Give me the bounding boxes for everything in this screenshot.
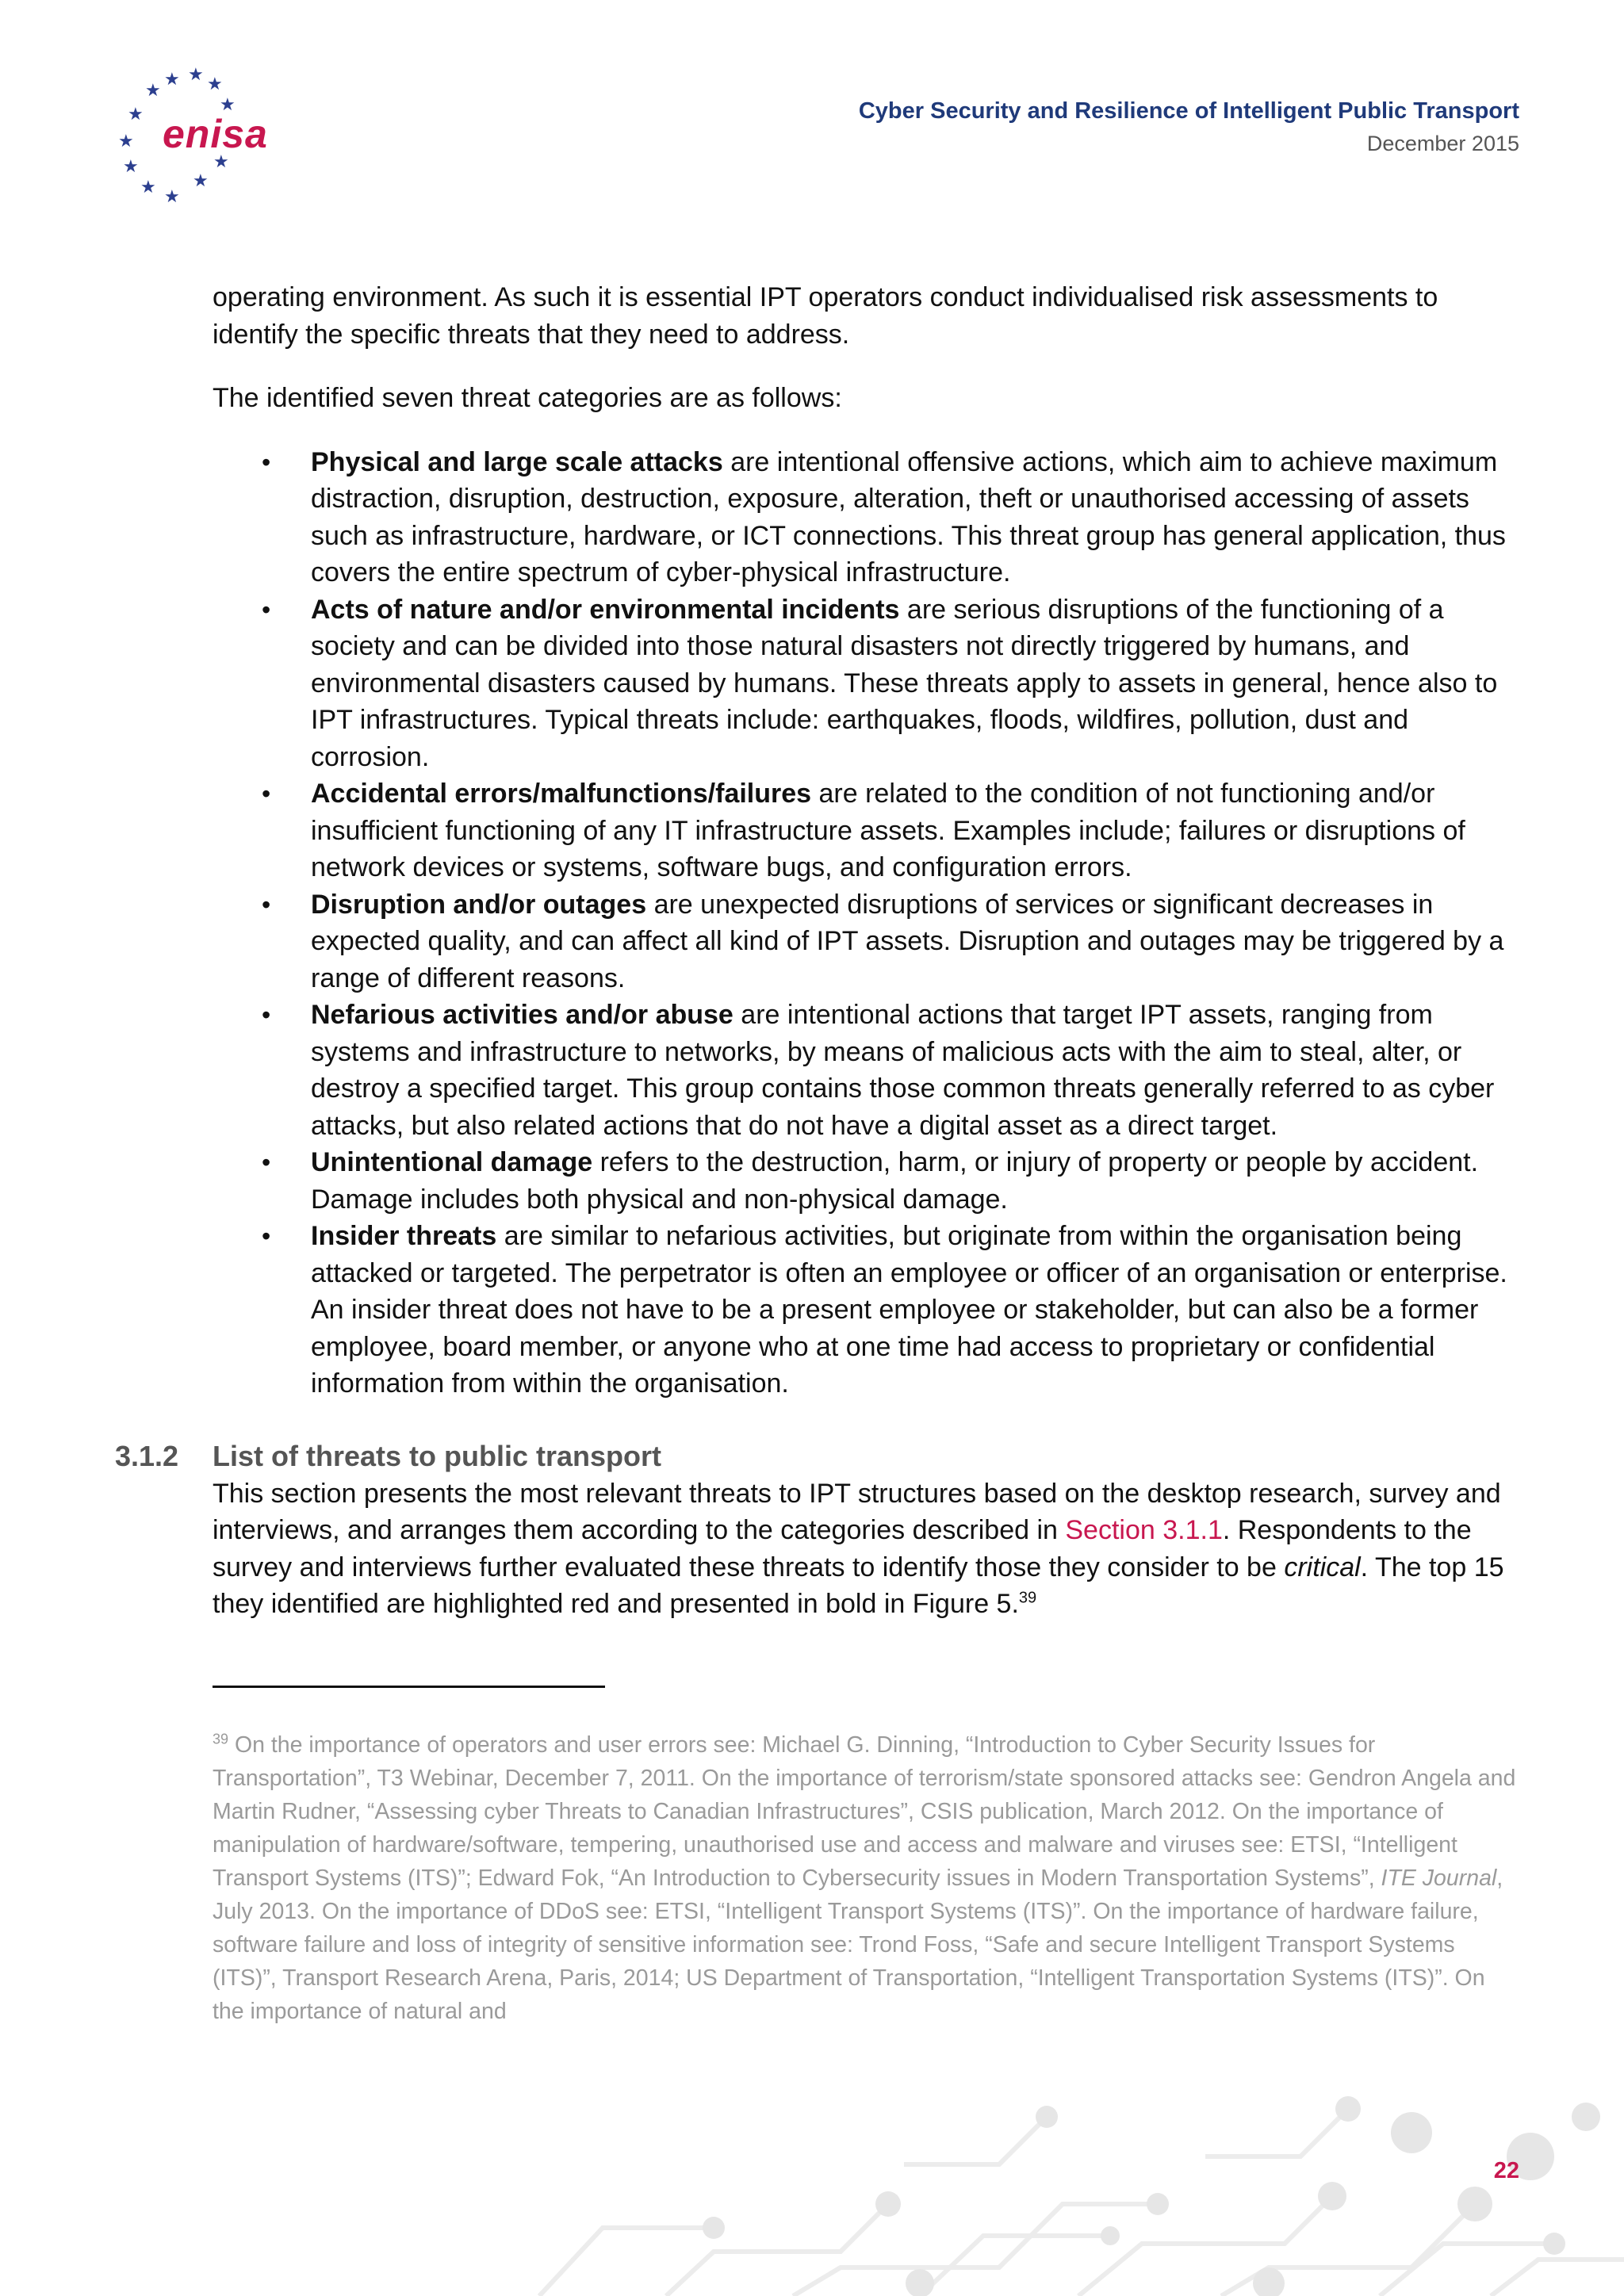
svg-text:★: ★ <box>213 152 229 172</box>
logo-wordmark: enisa <box>163 112 268 156</box>
list-item <box>213 886 1521 997</box>
journal-title: ITE Journal <box>1381 1866 1497 1891</box>
threat-description: refers to the destruction, harm, or injury of property or people by accident. Damage includes both physical and non-physical damage. <box>311 1147 1479 1215</box>
list-item <box>213 1144 1521 1218</box>
threat-description: are intentional offensive actions, which aim to achieve maximum distraction, disruption, destruction, exposure, alteration, theft or unauthorised accessing of assets such as infrastructure, hardware, or ICT connections. This threat group has general application, thus covers the entire spectrum of cyber-physical infrastructure. <box>311 446 1506 587</box>
emphasis-text: critical <box>1284 1552 1361 1582</box>
bullet-icon: • <box>262 890 271 919</box>
section-title: List of threats to public transport <box>213 1440 662 1472</box>
threat-term: Nefarious activities and/or abuse <box>311 1000 733 1030</box>
section-heading <box>115 1438 1521 1475</box>
body-content <box>213 279 1521 1402</box>
threat-term: Unintentional damage <box>311 1147 593 1177</box>
intro-paragraph: operating environment. As such it is essential IPT operators conduct individualised risk assessments to identify the specific threats that they need to address. <box>213 282 1438 350</box>
list-item <box>213 591 1521 776</box>
bullet-icon: • <box>262 595 271 624</box>
svg-text:★: ★ <box>128 105 144 124</box>
svg-text:★: ★ <box>164 70 180 90</box>
section-text: This section presents the most relevant threats to IPT structures based on the desktop research, survey and interviews, and arranges them according to the categories described in <box>213 1478 1501 1545</box>
enisa-logo <box>115 67 266 202</box>
threat-term: Insider threats <box>311 1221 497 1251</box>
svg-text:★: ★ <box>220 95 236 115</box>
threat-term: Accidental errors/malfunctions/failures <box>311 779 812 809</box>
lead-paragraph: The identified seven threat categories are as follows: <box>213 383 842 413</box>
threat-description: are unexpected disruptions of services or significant decreases in expected quality, and can affect all kind of IPT assets. Disruption and outages may be triggered by a range of different reasons. <box>311 889 1504 993</box>
header-date: December 2015 <box>1366 132 1519 155</box>
svg-text:★: ★ <box>193 171 209 191</box>
footnote <box>213 1728 1521 2028</box>
list-item <box>213 775 1521 886</box>
list-item <box>213 444 1521 591</box>
section-paragraph <box>213 1475 1521 1623</box>
svg-text:★: ★ <box>123 157 139 177</box>
svg-text:★: ★ <box>145 81 161 101</box>
svg-text:★: ★ <box>188 67 204 85</box>
footnote-divider <box>213 1686 605 1688</box>
bullet-icon: • <box>262 1148 271 1177</box>
section-number: 3.1.2 <box>115 1440 179 1472</box>
svg-text:★: ★ <box>164 187 180 202</box>
threat-description: are intentional actions that target IPT assets, ranging from systems and infrastructure to networks, by means of malicious acts with the aim to steal, alter, or destroy a specified target. This group contains those common threats generally referred to as cyber attacks, but also related actions that do not have a digital asset as a direct target. <box>311 1000 1495 1141</box>
bullet-icon: • <box>262 779 271 808</box>
threat-description: are related to the condition of not functioning and/or insufficient functioning of any IT infrastructure assets. Examples include; failures or disruptions of network devices or systems, software bugs, and configuration errors. <box>311 779 1465 882</box>
header-title: Cyber Security and Resilience of Intelligent Public Transport <box>858 98 1519 124</box>
list-item <box>213 997 1521 1144</box>
svg-text:★: ★ <box>118 132 134 151</box>
page-number: 22 <box>1493 2158 1519 2183</box>
list-item <box>213 1218 1521 1402</box>
footnote-text: , July 2013. On the importance of DDoS see: ETSI, “Intelligent Transport Systems (ITS)”. On the importance of hardware failure, software failure and loss of integrity of sensitive information see: Trond Foss, “Safe and secure Intelligent Transport Systems (ITS)”, Transport Research Arena, Paris, 2014; US Department of Transportation, “Intelligent Transportation Systems (ITS)”. On the importance of natural and <box>213 1866 1503 2024</box>
section-3-1-2 <box>115 1438 1521 1623</box>
section-text: . Respondents to the survey and interviews further evaluated these threats to identify those they consider to be <box>213 1515 1472 1582</box>
section-link[interactable]: Section 3.1.1 <box>1065 1515 1223 1545</box>
threat-term: Acts of nature and/or environmental incidents <box>311 594 900 625</box>
footnote-reference[interactable]: 39 <box>1018 1589 1037 1607</box>
circuit-decoration <box>508 2069 1624 2296</box>
bullet-icon: • <box>262 1001 271 1029</box>
footnote-text: On the importance of operators and user errors see: Michael G. Dinning, “Introduction to Cyber Security Issues for Transportation”, T3 Webinar, December 7, 2011. On the importance of terrorism/state sponsored attacks see: Gendron Angela and Martin Rudner, “Assessing cyber Threats to Canadian Infrastructures”, CSIS publication, March 2012 <box>213 1732 1516 1824</box>
svg-text:★: ★ <box>140 178 156 197</box>
threat-list <box>213 444 1521 1402</box>
bullet-icon: • <box>262 447 271 476</box>
threat-description: are similar to nefarious activities, but originate from within the organisation being attacked or targeted. The perpetrator is often an employee or officer of an organisation or enterprise. An insider threat does not have to be a present employee or stakeholder, but can also be a former employee, board member, or anyone who at one time had access to proprietary or confidential information from within the organisation. <box>311 1221 1507 1399</box>
section-text: . The top 15 they identified are highlighted red and presented in bold in Figure 5. <box>213 1552 1504 1619</box>
threat-term: Physical and large scale attacks <box>311 446 723 477</box>
threat-description: are serious disruptions of the functioning of a society and can be divided into those natural disasters not directly triggered by humans, and environmental disasters caused by humans. These threats apply to assets in general, hence also to IPT infrastructures. Typical threats include: earthquakes, floods, wildfires, pollution, dust and corrosion. <box>311 594 1498 772</box>
footnote-number: 39 <box>213 1731 229 1747</box>
svg-text:★: ★ <box>207 75 223 94</box>
bullet-icon: • <box>262 1222 271 1250</box>
footnote-text: . On the importance of manipulation of hardware/software, tempering, unauthorised use and access and malware and viruses see: ETSI, “Intelligent Transport Systems (ITS)”; Edward Fok, “An Introduction to Cybersecurity issues in Modern Transportation Systems”, <box>213 1799 1457 1891</box>
threat-term: Disruption and/or outages <box>311 889 647 920</box>
